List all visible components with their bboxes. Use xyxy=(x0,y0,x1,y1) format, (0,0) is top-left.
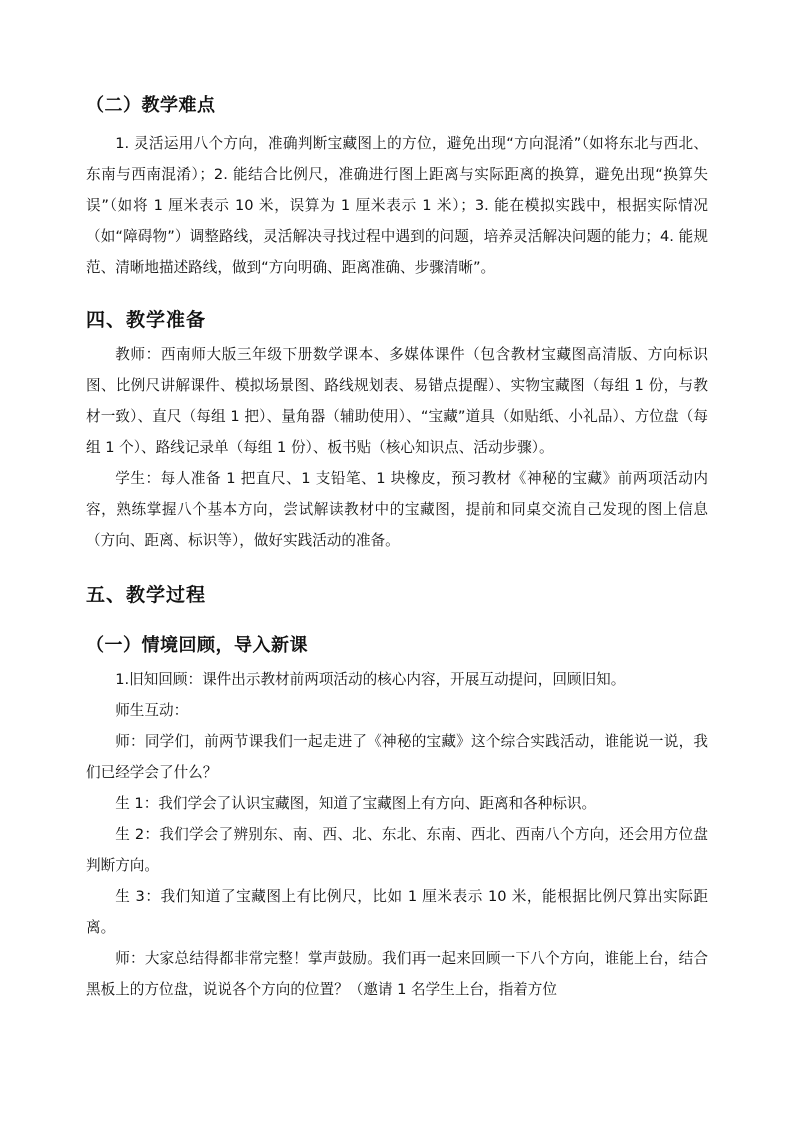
heading-teaching-difficulties: （二）教学难点 xyxy=(86,95,216,116)
heading-context-review: （一）情境回顾，导入新课 xyxy=(86,635,308,656)
heading-teaching-preparation: 四、教学准备 xyxy=(86,309,207,331)
page-content xyxy=(86,92,708,1005)
paragraph-review: 1.旧知回顾：课件出示教材前两项活动的核心内容，开展互动提问，回顾旧知。 xyxy=(115,671,626,688)
paragraph-teacher-summary: 师：大家总结得都非常完整！掌声鼓励。我们再一起来回顾一下八个方向，谁能上台，结合黑板上的方位盘，说说各个方向的位置？（邀请 1 名学生上台，指着方位 xyxy=(86,950,708,998)
paragraph-student-1: 生 1：我们学会了认识宝藏图，知道了宝藏图上有方向、距离和各种标识。 xyxy=(115,795,597,812)
paragraph-student-3: 生 3：我们知道了宝藏图上有比例尺，比如 1 厘米表示 10 米，能根据比例尺算出实际距离。 xyxy=(86,888,708,936)
paragraph-interaction-label: 师生互动： xyxy=(115,702,189,719)
paragraph-teacher-question: 师：同学们，前两节课我们一起走进了《神秘的宝藏》这个综合实践活动，谁能说一说，我们已经学会了什么？ xyxy=(86,733,708,781)
heading-teaching-process: 五、教学过程 xyxy=(86,584,207,606)
paragraph-student-2: 生 2：我们学会了辨别东、南、西、北、东北、东南、西北、西南八个方向，还会用方位盘判断方向。 xyxy=(86,826,708,874)
paragraph-teacher-prep: 教师：西南师大版三年级下册数学课本、多媒体课件（包含教材宝藏图高清版、方向标识图、比例尺讲解课件、模拟场景图、路线规划表、易错点提醒）、实物宝藏图（每组 1 份，与教材一致）、直尺（每组 1 把）、量角器（辅助使用）、“宝藏”道具（如贴纸、小礼品）、方位盘（每组 1 个）、路线记录单（每组 1 份）、板书贴（核心知识点、活动步骤）。 xyxy=(86,346,708,456)
paragraph-difficulties: 1. 灵活运用八个方向，准确判断宝藏图上的方位，避免出现“方向混淆”（如将东北与西北、东南与西南混淆）；2. 能结合比例尺，准确进行图上距离与实际距离的换算，避免出现“换算失误”（如将 1 厘米表示 10 米，误算为 1 厘米表示 1 米）；3. 能在模拟实践中，根据实际情况（如“障碍物”）调整路线，灵活解决寻找过程中遇到的问题，培养灵活解决问题的能力；4. 能规范、清晰地描述路线，做到“方向明确、距离准确、步骤清晰”。 xyxy=(86,135,708,276)
paragraph-student-prep: 学生：每人准备 1 把直尺、1 支铅笔、1 块橡皮，预习教材《神秘的宝藏》前两项活动内容，熟练掌握八个基本方向，尝试解读教材中的宝藏图，提前和同桌交流自己发现的图上信息（方向、距离、标识等），做好实践活动的准备。 xyxy=(86,470,708,549)
